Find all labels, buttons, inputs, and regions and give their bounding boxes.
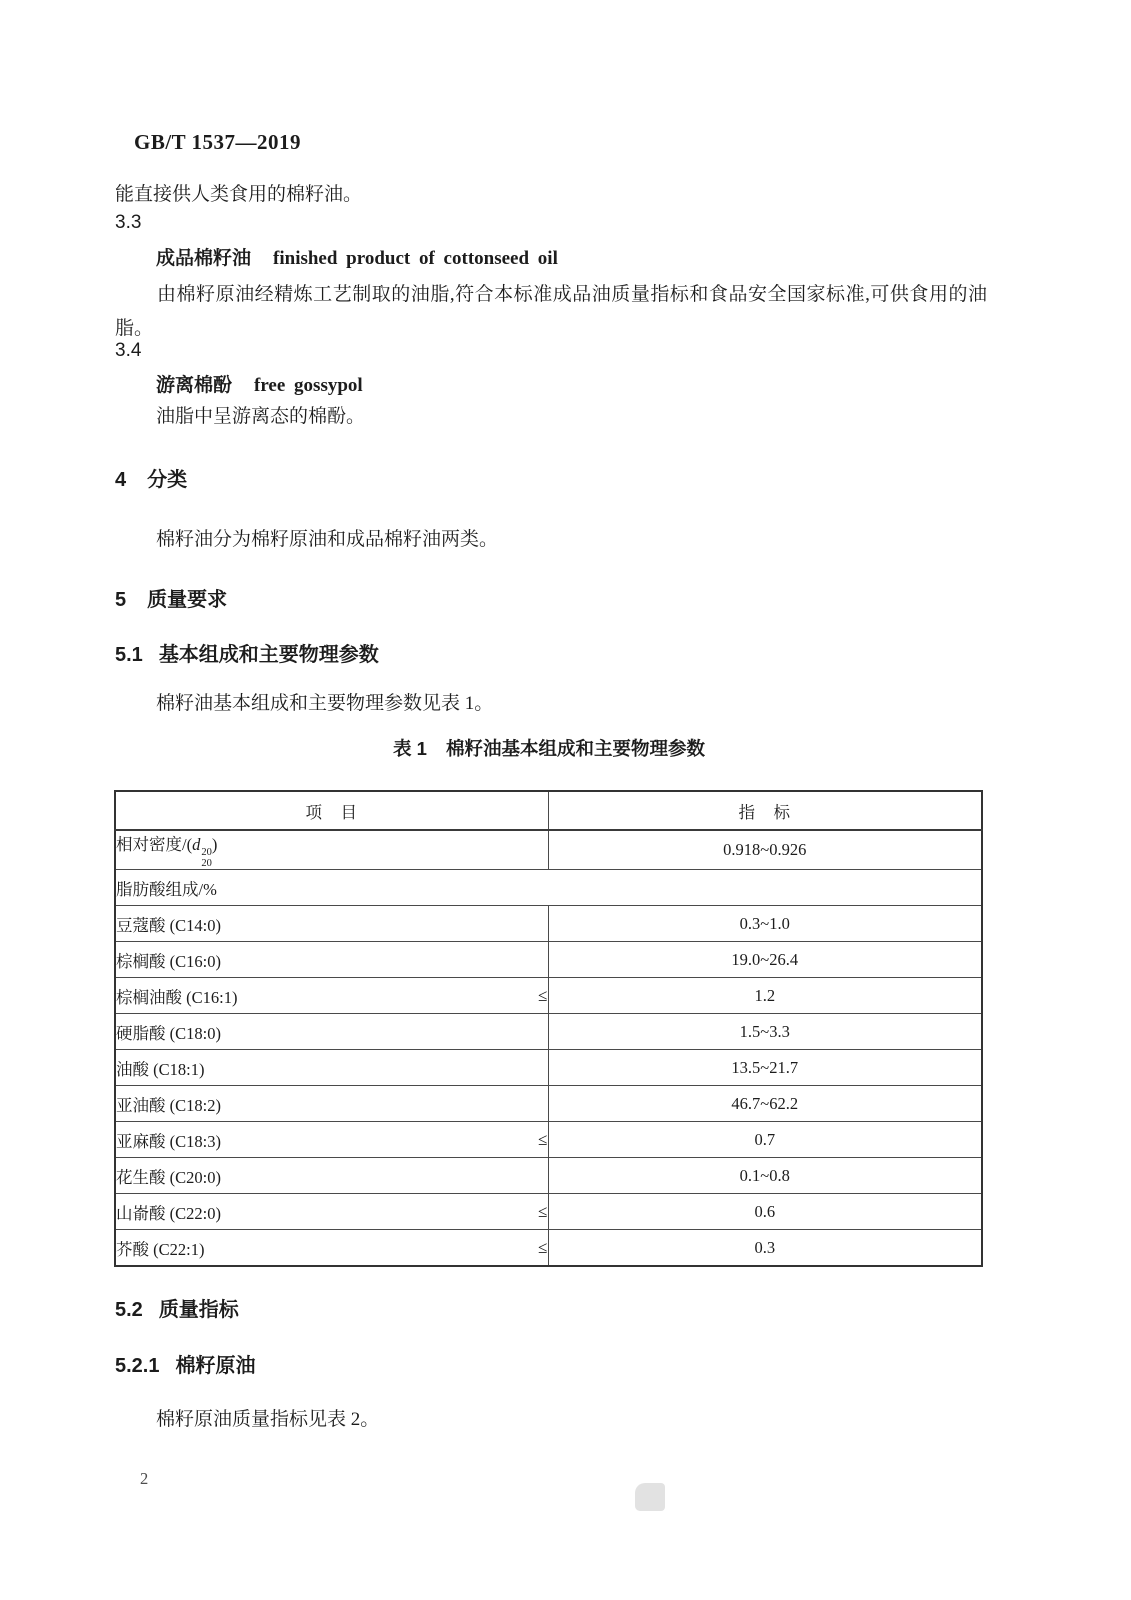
table-row — [115, 1158, 982, 1194]
density-symbol: d — [192, 835, 201, 854]
row-item-relative-density — [115, 830, 548, 870]
table-row — [115, 978, 982, 1014]
row-value: 0.1~0.8 — [548, 1158, 982, 1194]
term-3-4-zh: 游离棉酚 — [156, 375, 233, 396]
table-row — [115, 1014, 982, 1050]
table-row — [115, 1086, 982, 1122]
row-item — [115, 978, 548, 1014]
page-number: 2 — [140, 1469, 149, 1488]
section-heading-5 — [115, 583, 227, 612]
row-item-label: 芥酸 (C22:1) — [116, 1239, 205, 1259]
row-item-label: 亚油酸 (C18:2) — [116, 1095, 221, 1115]
section-4-body: 棉籽油分为棉籽原油和成品棉籽油两类。 — [156, 529, 499, 550]
section-heading-4 — [115, 463, 187, 492]
row-item — [115, 1050, 548, 1086]
row-value: 0.3 — [548, 1230, 982, 1267]
term-3-3 — [156, 243, 558, 270]
definition-3-4: 油脂中呈游离态的棉酚。 — [156, 406, 366, 427]
table-row — [115, 906, 982, 942]
table-row — [115, 1122, 982, 1158]
intro-line: 能直接供人类食用的棉籽油。 — [115, 184, 363, 205]
table-1-caption — [115, 735, 983, 761]
density-supsub — [201, 847, 212, 869]
row-item-label: 棕榈酸 (C16:0) — [116, 951, 221, 971]
row-item-label: 豆蔻酸 (C14:0) — [116, 915, 221, 935]
section-heading-5-2-1 — [115, 1349, 255, 1378]
row-constraint: ≤ — [538, 1129, 548, 1149]
term-3-4 — [156, 370, 363, 397]
section-heading-5-2 — [115, 1293, 239, 1322]
table-row — [115, 830, 982, 870]
section-5-2-number: 5.2 — [115, 1299, 143, 1321]
row-value: 1.2 — [548, 978, 982, 1014]
term-3-3-en: finished product of cottonseed oil — [273, 248, 558, 269]
table-header-row — [115, 791, 982, 830]
row-value: 0.7 — [548, 1122, 982, 1158]
clause-number-3-3: 3.3 — [115, 212, 142, 233]
table-1-col-value: 指 标 — [548, 791, 982, 830]
section-5-1-body: 棉籽油基本组成和主要物理参数见表 1。 — [156, 693, 494, 714]
row-value: 13.5~21.7 — [548, 1050, 982, 1086]
section-5-1-number: 5.1 — [115, 644, 143, 666]
row-item — [115, 1122, 548, 1158]
row-value: 0.918~0.926 — [548, 830, 982, 870]
table-row — [115, 1194, 982, 1230]
section-5-2-1-body: 棉籽原油质量指标见表 2。 — [156, 1409, 380, 1430]
row-item — [115, 1014, 548, 1050]
section-5-title: 质量要求 — [147, 589, 228, 611]
row-value: 46.7~62.2 — [548, 1086, 982, 1122]
table-row — [115, 1050, 982, 1086]
row-constraint: ≤ — [538, 985, 548, 1005]
section-heading-5-1 — [115, 638, 379, 667]
definition-3-3: 由棉籽原油经精炼工艺制取的油脂,符合本标准成品油质量指标和食品安全国家标准,可供食用的油脂。 — [115, 284, 987, 339]
section-5-1-title: 基本组成和主要物理参数 — [158, 644, 379, 666]
standard-number: GB/T 1537—2019 — [134, 130, 302, 154]
table-row — [115, 1230, 982, 1267]
row-value: 0.6 — [548, 1194, 982, 1230]
row-item-label: 棕榈油酸 (C16:1) — [116, 987, 238, 1007]
table-1-col-item: 项 目 — [115, 791, 548, 830]
table-row — [115, 870, 982, 906]
section-4-title: 分类 — [147, 469, 188, 491]
row-constraint: ≤ — [538, 1201, 548, 1221]
section-5-number: 5 — [115, 589, 127, 611]
row-item — [115, 942, 548, 978]
clause-number-3-4: 3.4 — [115, 340, 142, 361]
section-5-2-title: 质量指标 — [158, 1299, 239, 1321]
row-constraint: ≤ — [538, 1237, 548, 1257]
row-item-label: 硬脂酸 (C18:0) — [116, 1023, 221, 1043]
row-value: 19.0~26.4 — [548, 942, 982, 978]
row-item — [115, 1230, 548, 1267]
row-item-label: 油酸 (C18:1) — [116, 1059, 205, 1079]
row-item — [115, 1086, 548, 1122]
table-1-caption-text: 棉籽油基本组成和主要物理参数 — [445, 738, 705, 759]
row-fatty-acid-group: 脂肪酸组成/% — [115, 870, 982, 906]
term-3-3-zh: 成品棉籽油 — [156, 248, 252, 269]
table-row — [115, 942, 982, 978]
row-value: 0.3~1.0 — [548, 906, 982, 942]
row-item-label: 山嵛酸 (C22:0) — [116, 1203, 221, 1223]
table-1 — [114, 790, 983, 1267]
row-item — [115, 1158, 548, 1194]
density-sub: 20 — [201, 858, 212, 870]
row-item-label: 亚麻酸 (C18:3) — [116, 1131, 221, 1151]
section-5-2-1-number: 5.2.1 — [115, 1355, 160, 1377]
section-4-number: 4 — [115, 469, 127, 491]
scan-corner-mark — [635, 1483, 665, 1511]
density-label-prefix: 相对密度/( — [116, 835, 193, 854]
density-label-suffix: ) — [211, 835, 218, 854]
row-value: 1.5~3.3 — [548, 1014, 982, 1050]
row-item — [115, 1194, 548, 1230]
row-item — [115, 906, 548, 942]
term-3-4-en: free gossypol — [254, 375, 363, 396]
table-1-caption-label: 表 1 — [393, 738, 427, 759]
row-item-label: 花生酸 (C20:0) — [116, 1167, 221, 1187]
density-sup: 20 — [201, 847, 212, 858]
section-5-2-1-title: 棉籽原油 — [175, 1355, 256, 1377]
